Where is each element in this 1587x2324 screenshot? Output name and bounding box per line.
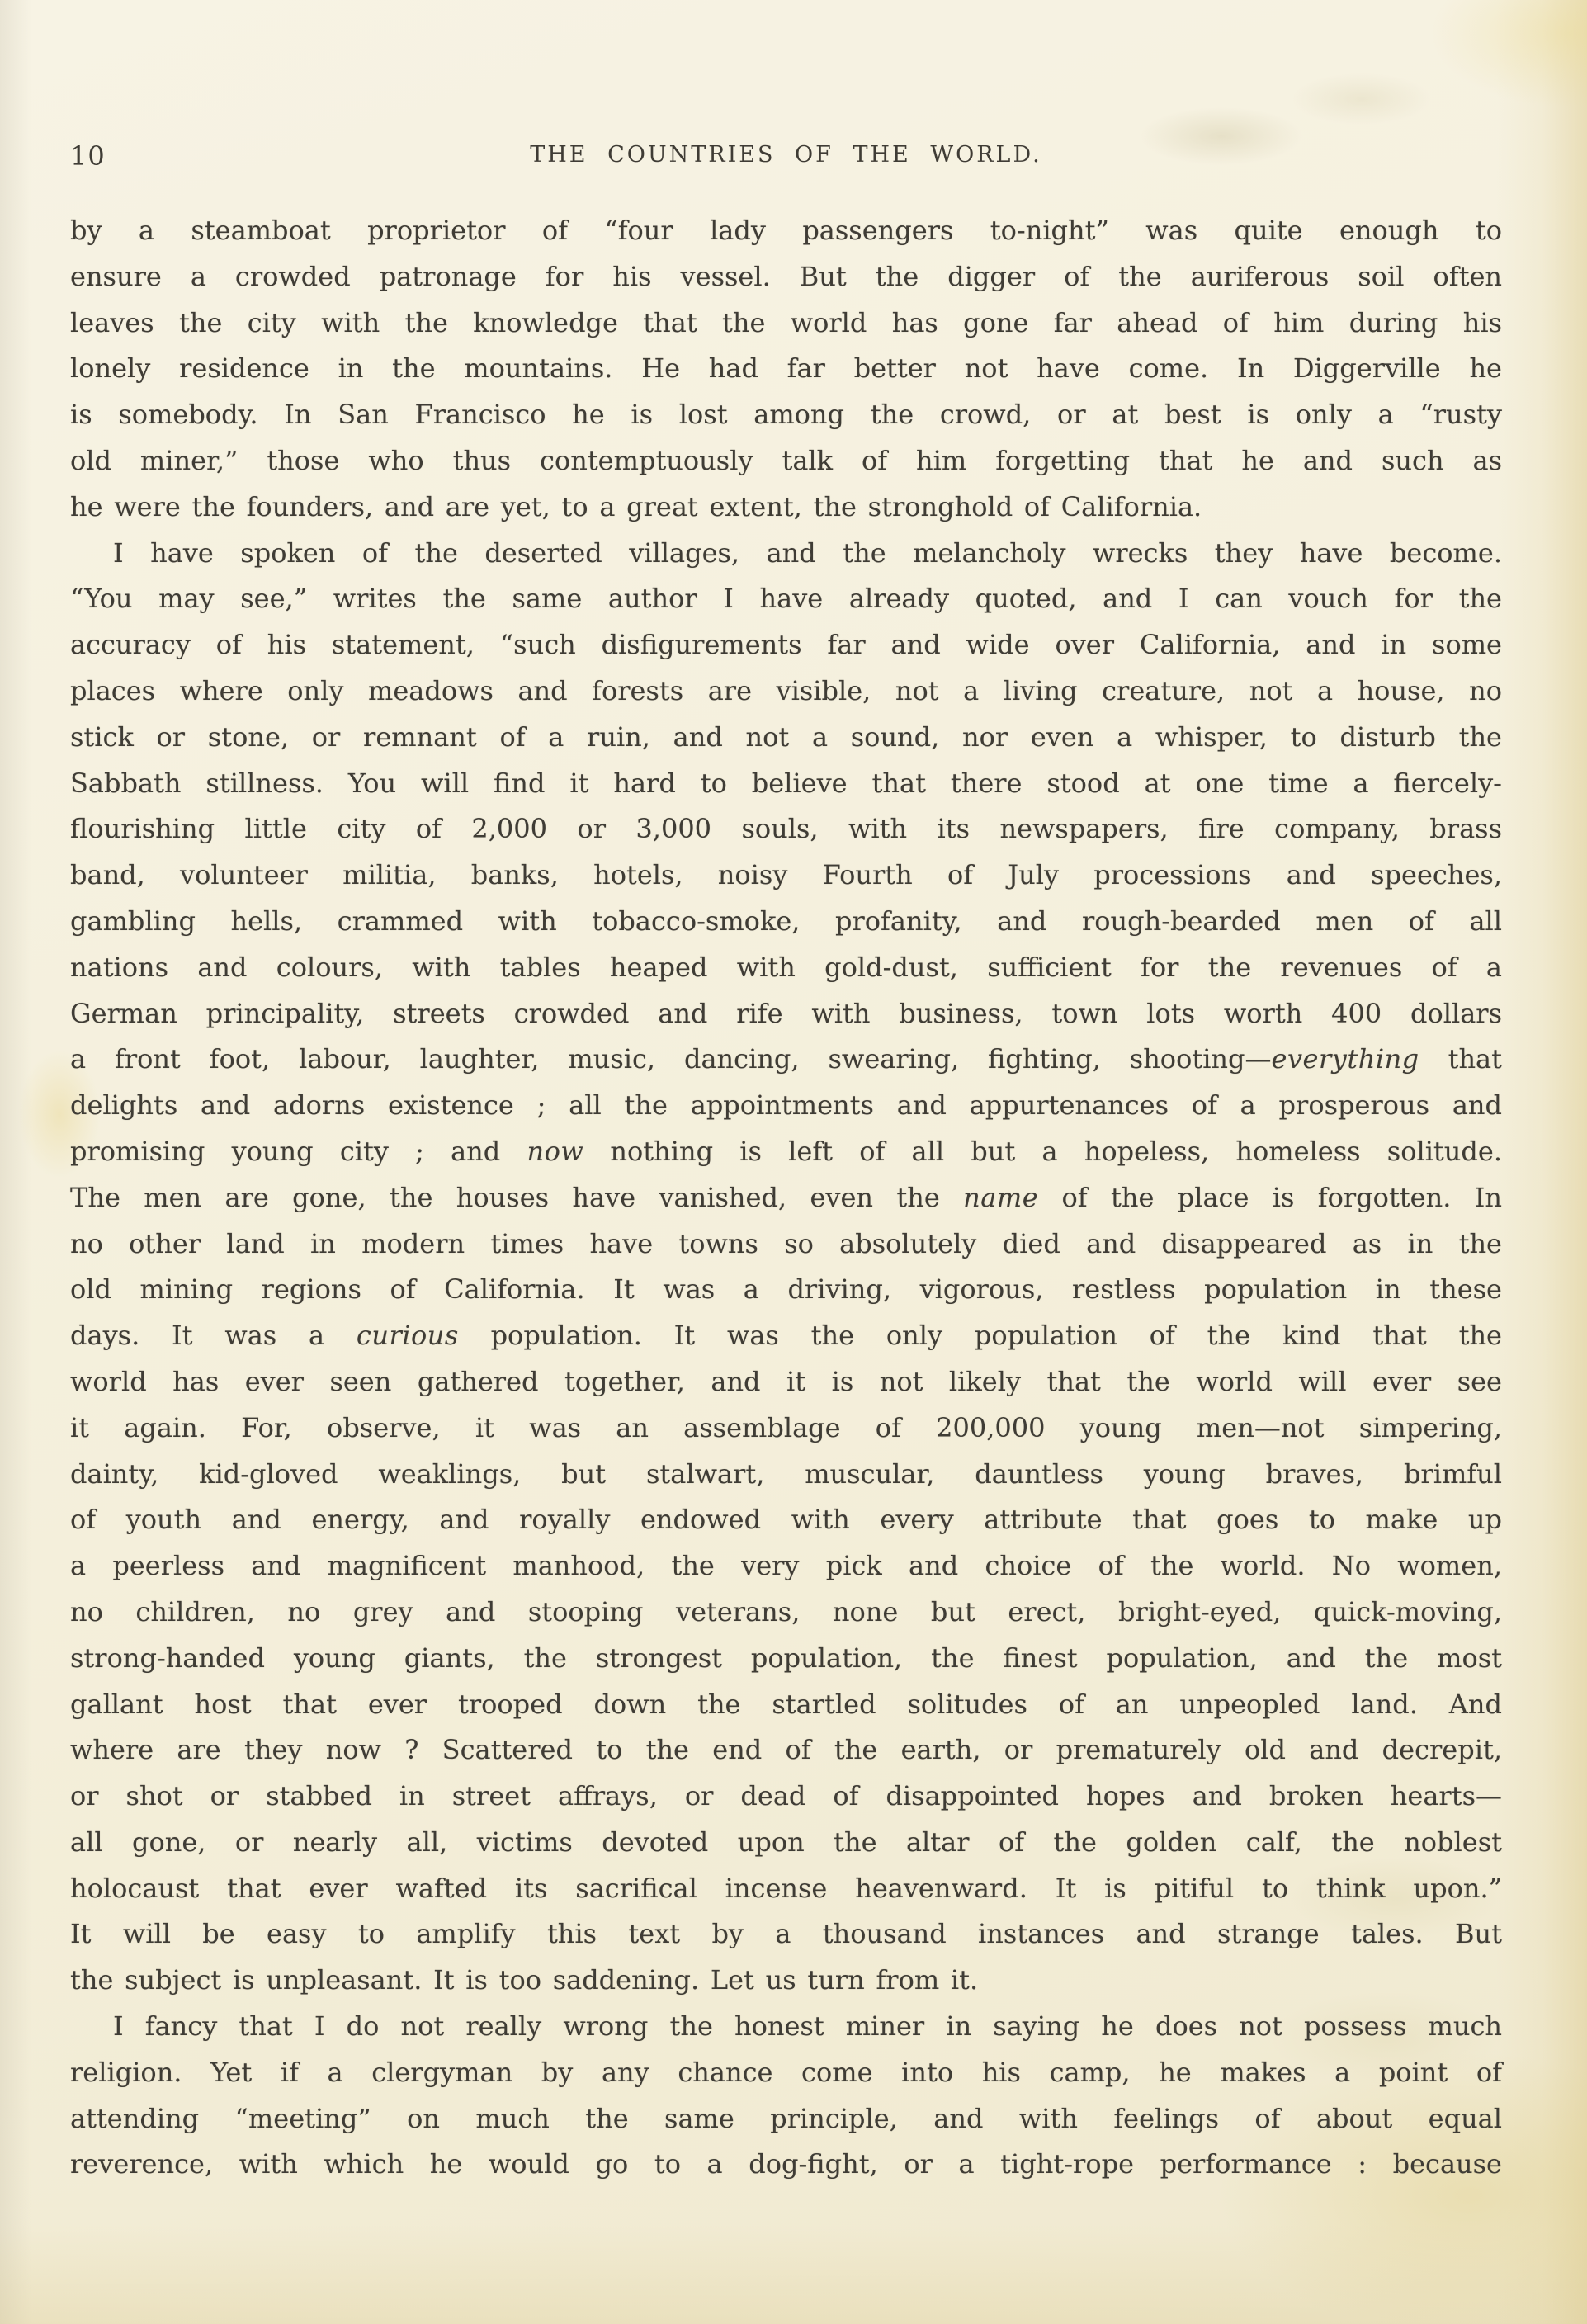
text-line: religion. Yet if a clergyman by any chance come into his camp, he makes a point of: [70, 2056, 1502, 2088]
text-line: stick or stone, or remnant of a ruin, and not a sound, nor even a whisper, to disturb the: [70, 720, 1502, 753]
text-line: the subject is unpleasant. It is too saddening. Let us turn from it.: [70, 1964, 979, 1996]
text-line: days. It was a curious population. It was the only population of the kind that the: [70, 1320, 1502, 1352]
text-line: no children, no grey and stooping veterans, none but erect, bright-eyed, quick-moving,: [70, 1595, 1502, 1627]
running-header-title: THE COUNTRIES OF THE WORLD.: [530, 142, 1042, 168]
text-line: accuracy of his statement, “such disfigurements far and wide over California, and in some: [70, 629, 1502, 661]
text-line: dainty, kid-gloved weaklings, but stalwart, muscular, dauntless young braves, brimful: [70, 1457, 1502, 1490]
text-line: band, volunteer militia, banks, hotels, noisy Fourth of July processions and speeches,: [70, 859, 1502, 891]
text-line: no other land in modern times have towns so absolutely died and disappeared as in the: [70, 1227, 1502, 1259]
text-line: by a steamboat proprietor of “four lady passengers to-night” was quite enough to: [70, 215, 1502, 246]
text-line: places where only meadows and forests are visible, not a living creature, not a house, no: [70, 674, 1502, 706]
text-line: attending “meeting” on much the same principle, and with feelings of about equal: [70, 2102, 1502, 2134]
text-line: Sabbath stillness. You will find it hard to believe that there stood at one time a fiercely-: [70, 767, 1502, 799]
text-line: nations and colours, with tables heaped with gold-dust, sufficient for the revenues of a: [70, 951, 1502, 983]
text-line: lonely residence in the mountains. He had far better not have come. In Diggerville he: [70, 352, 1502, 385]
text-line: The men are gone, the houses have vanished, even the name of the place is forgotten. In: [70, 1181, 1502, 1213]
text-line: delights and adorns existence ; all the appointments and appurtenances of a prosperous and: [70, 1089, 1502, 1122]
text-line: I fancy that I do not really wrong the honest miner in saying he does not possess much: [113, 2010, 1502, 2043]
text-line: ensure a crowded patronage for his vessel. But the digger of the auriferous soil often: [70, 260, 1502, 292]
text-line: he were the founders, and are yet, to a great extent, the stronghold of California.: [70, 490, 1202, 522]
text-line: gallant host that ever trooped down the startled solitudes of an unpeopled land. And: [70, 1688, 1502, 1720]
text-line: I have spoken of the deserted villages, and the melancholy wrecks they have become.: [113, 536, 1502, 569]
text-line: reverence, with which he would go to a dog-fight, or a tight-rope performance : because: [70, 2148, 1502, 2180]
text-line: or shot or stabbed in street affrays, or dead of disappointed hopes and broken hearts—: [70, 1780, 1502, 1812]
text-line: gambling hells, crammed with tobacco-smoke, profanity, and rough-bearded men of all: [70, 905, 1502, 937]
page-number: 10: [70, 140, 106, 172]
text-line: of youth and energy, and royally endowed with every attribute that goes to make up: [70, 1504, 1502, 1536]
page-header: [70, 139, 1502, 175]
text-line: where are they now ? Scattered to the end of the earth, or prematurely old and decrepit,: [70, 1734, 1502, 1766]
text-line: is somebody. In San Francisco he is lost among the crowd, or at best is only a “rusty: [70, 399, 1502, 431]
text-line: flourishing little city of 2,000 or 3,000 souls, with its newspapers, fire company, brass: [70, 813, 1502, 845]
text-line: It will be easy to amplify this text by a thousand instances and strange tales. But: [70, 1918, 1502, 1950]
text-line: world has ever seen gathered together, and it is not likely that the world will ever see: [70, 1365, 1502, 1397]
text-line: leaves the city with the knowledge that the world has gone far ahead of him during his: [70, 306, 1502, 338]
text-line: a front foot, labour, laughter, music, dancing, swearing, fighting, shooting—everything that: [70, 1043, 1502, 1075]
text-line: promising young city ; and now nothing is left of all but a hopeless, homeless solitude.: [70, 1135, 1502, 1167]
text-line: German principality, streets crowded and rife with business, town lots worth 400 dollars: [70, 997, 1502, 1029]
text-line: a peerless and magnificent manhood, the very pick and choice of the world. No women,: [70, 1550, 1502, 1582]
text-line: old miner,” those who thus contemptuously talk of him forgetting that he and such as: [70, 444, 1502, 476]
text-line: “You may see,” writes the same author I have already quoted, and I can vouch for the: [70, 583, 1502, 615]
text-line: old mining regions of California. It was a driving, vigorous, restless population in these: [70, 1273, 1502, 1306]
page-body: [70, 208, 1502, 2188]
text-line: strong-handed young giants, the strongest population, the finest population, and the most: [70, 1641, 1502, 1674]
text-line: it again. For, observe, it was an assemblage of 200,000 young men—not simpering,: [70, 1411, 1502, 1443]
text-line: all gone, or nearly all, victims devoted upon the altar of the golden calf, the noblest: [70, 1826, 1502, 1858]
text-line: holocaust that ever wafted its sacrifical incense heavenward. It is pitiful to think upon.”: [70, 1872, 1502, 1904]
